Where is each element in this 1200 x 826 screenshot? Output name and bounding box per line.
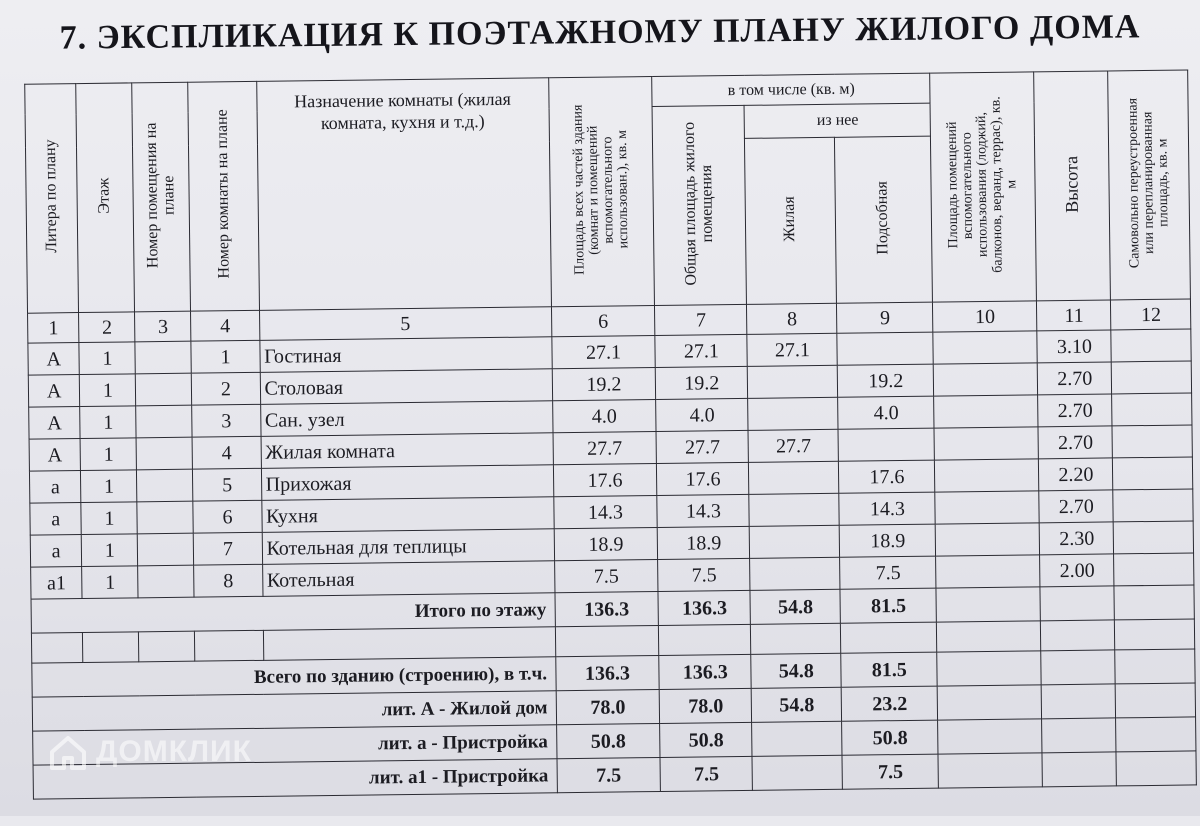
watermark-text: ДОМКЛИК <box>96 735 252 768</box>
cell-premise <box>136 405 192 438</box>
header-floor: Этаж <box>76 83 135 313</box>
cell-unauthorized <box>1112 425 1192 458</box>
cell-premise <box>136 373 192 406</box>
cell-floor: 1 <box>81 470 137 503</box>
building-total-aux: 81.5 <box>841 652 937 687</box>
cell-floor: 1 <box>82 534 138 567</box>
cell-room-name: Котельная для теплицы <box>262 529 554 565</box>
liter-total-living: 54.8 <box>752 687 842 722</box>
liter-total-total: 78.0 <box>556 689 660 724</box>
cell-liter: А <box>28 375 80 408</box>
cell-height: 2.70 <box>1038 394 1112 427</box>
column-number: 7 <box>655 304 747 335</box>
cell-living <box>750 557 840 590</box>
cell-total: 14.3 <box>553 496 657 529</box>
cell-liter: а <box>30 503 82 536</box>
header-general-area: Общая площадь жилого помещения <box>652 105 746 305</box>
liter-total-total: 50.8 <box>556 723 660 758</box>
cell-room-name: Сан. узел <box>260 401 552 437</box>
cell-total: 7.5 <box>554 559 658 592</box>
liter-total-general: 78.0 <box>660 688 752 723</box>
cell-total: 18.9 <box>554 528 658 561</box>
cell-unauthorized <box>1112 393 1192 426</box>
header-row-top <box>25 70 1189 114</box>
cell-living <box>749 461 839 494</box>
cell-premise <box>138 533 194 566</box>
header-room-purpose: Назначение комнаты (жилая комната, кухня и т.д.) <box>256 78 551 311</box>
cell-liter: а <box>30 535 82 568</box>
liter-total-general: 7.5 <box>660 756 752 791</box>
cell-aux-use <box>933 331 1037 364</box>
cell-aux-use <box>935 491 1039 524</box>
cell-aux: 4.0 <box>838 396 934 429</box>
cell-living <box>748 397 838 430</box>
cell-premise <box>135 341 191 374</box>
cell-total: 27.7 <box>553 432 657 465</box>
cell-room-name: Гостиная <box>259 337 551 373</box>
cell-general: 18.9 <box>658 526 750 559</box>
cell-liter: А <box>28 343 80 376</box>
cell-general: 19.2 <box>656 366 748 399</box>
header-living: Жилая <box>745 137 837 304</box>
cell-room: 2 <box>192 372 261 405</box>
liter-total-general: 50.8 <box>660 722 752 757</box>
cell-height: 2.70 <box>1038 426 1112 459</box>
building-total-living: 54.8 <box>751 653 841 688</box>
cell-total: 19.2 <box>552 368 656 401</box>
cell-room: 3 <box>192 404 261 437</box>
building-total-total: 136.3 <box>555 655 659 690</box>
cell-general: 4.0 <box>656 398 748 431</box>
floor-total-general: 136.3 <box>658 590 750 625</box>
column-number: 1 <box>28 313 80 344</box>
watermark <box>48 732 252 772</box>
cell-aux: 19.2 <box>838 364 934 397</box>
cell-aux: 18.9 <box>840 524 936 557</box>
building-total-label: Всего по зданию (строению), в т.ч. <box>32 657 556 697</box>
cell-living <box>750 525 840 558</box>
cell-premise <box>137 469 193 502</box>
cell-liter: А <box>29 439 81 472</box>
header-total-area: Площадь всех частей здания (комнат и помещений вспомогательного использован.), кв. м <box>548 77 655 307</box>
cell-room-name: Жилая комната <box>261 433 553 469</box>
liter-total-aux: 50.8 <box>842 720 938 755</box>
cell-total: 17.6 <box>553 464 657 497</box>
liter-total-label: лит. А - Жилой дом <box>32 691 556 731</box>
cell-floor: 1 <box>80 374 136 407</box>
column-number: 4 <box>191 310 260 341</box>
liter-total-aux: 23.2 <box>842 686 938 721</box>
cell-room: 1 <box>191 340 260 373</box>
cell-liter: а <box>29 471 81 504</box>
cell-total: 27.1 <box>551 336 655 369</box>
cell-height: 2.70 <box>1038 362 1112 395</box>
floor-total-aux: 81.5 <box>840 588 936 623</box>
column-number: 9 <box>837 302 933 333</box>
cell-living: 27.1 <box>747 333 837 366</box>
cell-general: 7.5 <box>658 558 750 591</box>
cell-height: 2.00 <box>1040 554 1114 587</box>
cell-living: 27.7 <box>748 429 838 462</box>
cell-aux-use <box>934 395 1038 428</box>
header-height: Высота <box>1034 71 1111 301</box>
cell-liter: А <box>29 407 81 440</box>
cell-floor: 1 <box>80 438 136 471</box>
cell-aux-use <box>936 523 1040 556</box>
cell-general: 27.7 <box>656 430 748 463</box>
cell-room: 4 <box>192 436 261 469</box>
cell-unauthorized <box>1111 329 1191 362</box>
floor-total-label: Итого по этажу <box>31 593 555 633</box>
header-liter: Литера по плану <box>25 84 79 314</box>
cell-aux: 17.6 <box>839 460 935 493</box>
liter-total-aux: 7.5 <box>842 754 938 789</box>
cell-aux: 14.3 <box>839 492 935 525</box>
liter-total-total: 7.5 <box>557 757 661 792</box>
cell-room: 6 <box>193 500 262 533</box>
cell-unauthorized <box>1113 489 1193 522</box>
column-number: 12 <box>1111 299 1191 330</box>
header-premise-number: Номер помещения на плане <box>132 82 191 312</box>
column-number: 3 <box>135 311 191 342</box>
explication-table <box>24 69 1197 799</box>
cell-room-name: Столовая <box>260 369 552 405</box>
cell-height: 2.30 <box>1040 522 1114 555</box>
cell-total: 4.0 <box>552 400 656 433</box>
header-room-number: Номер комнаты на плане <box>188 81 259 311</box>
liter-total-label: лит. а - Пристройка <box>33 725 557 765</box>
cell-floor: 1 <box>81 502 137 535</box>
liter-total-label: лит. а1 - Пристройка <box>33 759 557 799</box>
header-including: в том числе (кв. м) <box>652 73 930 106</box>
cell-unauthorized <box>1113 457 1193 490</box>
cell-liter: а1 <box>31 567 83 600</box>
liter-total-living <box>752 755 842 790</box>
cell-premise <box>138 565 194 598</box>
column-number: 8 <box>747 303 837 334</box>
cell-unauthorized <box>1114 553 1194 586</box>
cell-room: 5 <box>193 468 262 501</box>
column-number: 10 <box>933 301 1037 332</box>
cell-room-name: Кухня <box>261 497 553 533</box>
cell-floor: 1 <box>80 406 136 439</box>
cell-general: 14.3 <box>657 494 749 527</box>
column-number: 2 <box>79 312 135 343</box>
cell-height: 3.10 <box>1037 330 1111 363</box>
cell-room-name: Котельная <box>262 561 554 597</box>
header-of-which: из нее <box>744 103 930 138</box>
cell-aux-use <box>934 427 1038 460</box>
cell-room: 7 <box>194 532 263 565</box>
building-total-general: 136.3 <box>659 654 751 689</box>
column-number: 6 <box>551 306 655 337</box>
header-auxiliary: Подсобная <box>835 136 933 303</box>
cell-general: 17.6 <box>657 462 749 495</box>
cell-room-name: Прихожая <box>261 465 553 501</box>
header-unauthorized-area: Самовольно переустроенная или перепланированная площадь, кв. м <box>1108 70 1191 300</box>
house-logo-icon <box>48 732 88 772</box>
cell-aux-use <box>936 555 1040 588</box>
cell-room: 8 <box>194 564 263 597</box>
header-aux-use-area: Площадь помещений вспомогательного использования (лоджий, балконов, веранд, террас), кв. м <box>930 72 1037 302</box>
cell-aux <box>838 428 934 461</box>
floor-total-total: 136.3 <box>555 591 659 626</box>
cell-aux <box>837 332 933 365</box>
cell-floor: 1 <box>82 566 138 599</box>
cell-premise <box>136 437 192 470</box>
cell-aux-use <box>934 363 1038 396</box>
cell-unauthorized <box>1112 361 1192 394</box>
document-title: 7. ЭКСПЛИКАЦИЯ К ПОЭТАЖНОМУ ПЛАНУ ЖИЛОГО ДОМА <box>59 8 1141 57</box>
liter-total-living <box>752 721 842 756</box>
cell-living <box>749 493 839 526</box>
cell-height: 2.20 <box>1039 458 1113 491</box>
cell-height: 2.70 <box>1039 490 1113 523</box>
cell-aux: 7.5 <box>840 556 936 589</box>
cell-floor: 1 <box>79 342 135 375</box>
cell-aux-use <box>935 459 1039 492</box>
cell-general: 27.1 <box>655 334 747 367</box>
column-number: 11 <box>1037 300 1111 331</box>
explication-sheet <box>0 51 1200 826</box>
cell-unauthorized <box>1114 521 1194 554</box>
cell-premise <box>137 501 193 534</box>
floor-total-living: 54.8 <box>750 589 840 624</box>
column-number: 5 <box>259 307 551 341</box>
cell-living <box>748 365 838 398</box>
